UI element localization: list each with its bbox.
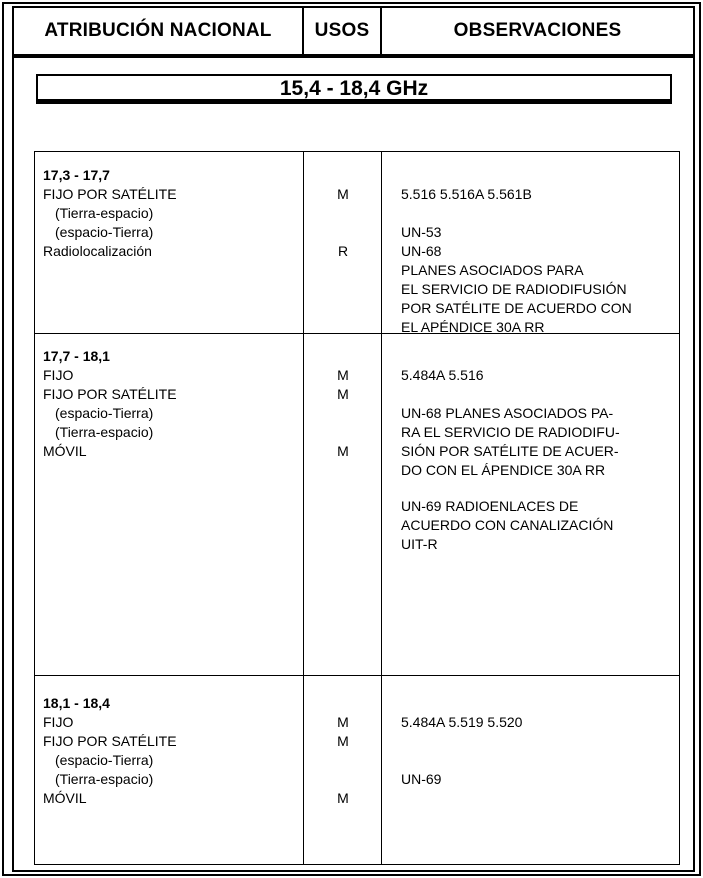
row-divider bbox=[35, 333, 679, 334]
usos-value: M bbox=[337, 443, 349, 459]
observation-text: POR SATÉLITE DE ACUERDO CON bbox=[401, 300, 632, 316]
observation-text: UN-68 PLANES ASOCIADOS PA- bbox=[401, 405, 614, 421]
observation-text: UN-68 bbox=[401, 243, 442, 259]
header-atribucion: ATRIBUCIÓN NACIONAL bbox=[44, 20, 272, 41]
observation-text: PLANES ASOCIADOS PARA bbox=[401, 262, 584, 278]
row-range: 18,1 - 18,4 bbox=[43, 695, 110, 711]
observation-text: EL APÉNDICE 30A RR bbox=[401, 319, 545, 335]
allocation-item: MÓVIL bbox=[43, 790, 87, 806]
observation-text: 5.484A 5.516 bbox=[401, 367, 484, 383]
row-range: 17,7 - 18,1 bbox=[43, 348, 110, 364]
frequency-band-title: 15,4 - 18,4 GHz bbox=[36, 74, 672, 104]
allocation-item: FIJO POR SATÉLITE bbox=[43, 733, 177, 749]
page-frame bbox=[2, 2, 701, 876]
observation-text: EL SERVICIO DE RADIODIFUSIÓN bbox=[401, 281, 627, 297]
column-divider bbox=[381, 152, 382, 864]
usos-value: M bbox=[337, 186, 349, 202]
observation-text: DO CON EL ÁPENDICE 30A RR bbox=[401, 462, 606, 478]
column-divider bbox=[303, 152, 304, 864]
observation-text: UN-69 bbox=[401, 771, 442, 787]
usos-value: M bbox=[337, 386, 349, 402]
observation-text: ACUERDO CON CANALIZACIÓN bbox=[401, 517, 614, 533]
table-header bbox=[14, 8, 693, 58]
allocation-direction: (Tierra-espacio) bbox=[55, 424, 154, 440]
allocation-item: FIJO POR SATÉLITE bbox=[43, 386, 177, 402]
allocation-item: FIJO bbox=[43, 714, 74, 730]
row-range: 17,3 - 17,7 bbox=[43, 167, 110, 183]
allocation-direction: (espacio-Tierra) bbox=[55, 405, 154, 421]
row-divider bbox=[35, 675, 679, 676]
allocation-item: MÓVIL bbox=[43, 443, 87, 459]
usos-value: M bbox=[337, 714, 349, 730]
observation-text: UN-69 RADIOENLACES DE bbox=[401, 498, 579, 514]
observation-text: 5.484A 5.519 5.520 bbox=[401, 714, 523, 730]
usos-value: M bbox=[337, 367, 349, 383]
allocation-direction: (espacio-Tierra) bbox=[55, 224, 154, 240]
observation-text: UN-53 bbox=[401, 224, 442, 240]
allocation-table bbox=[34, 151, 680, 865]
header-observaciones: OBSERVACIONES bbox=[453, 20, 622, 41]
observation-text: RA EL SERVICIO DE RADIODIFU- bbox=[401, 424, 620, 440]
allocation-item: Radiolocalización bbox=[43, 243, 152, 259]
allocation-direction: (Tierra-espacio) bbox=[55, 771, 154, 787]
observation-text: SIÓN POR SATÉLITE DE ACUER- bbox=[401, 443, 619, 459]
usos-value: R bbox=[337, 243, 349, 259]
usos-value: M bbox=[337, 733, 349, 749]
usos-value: M bbox=[337, 790, 349, 806]
observation-text: UIT-R bbox=[401, 536, 438, 552]
header-usos: USOS bbox=[314, 20, 370, 41]
allocation-direction: (Tierra-espacio) bbox=[55, 205, 154, 221]
allocation-direction: (espacio-Tierra) bbox=[55, 752, 154, 768]
observation-text: 5.516 5.516A 5.561B bbox=[401, 186, 532, 202]
document-frame bbox=[12, 6, 695, 872]
allocation-item: FIJO bbox=[43, 367, 74, 383]
allocation-item: FIJO POR SATÉLITE bbox=[43, 186, 177, 202]
